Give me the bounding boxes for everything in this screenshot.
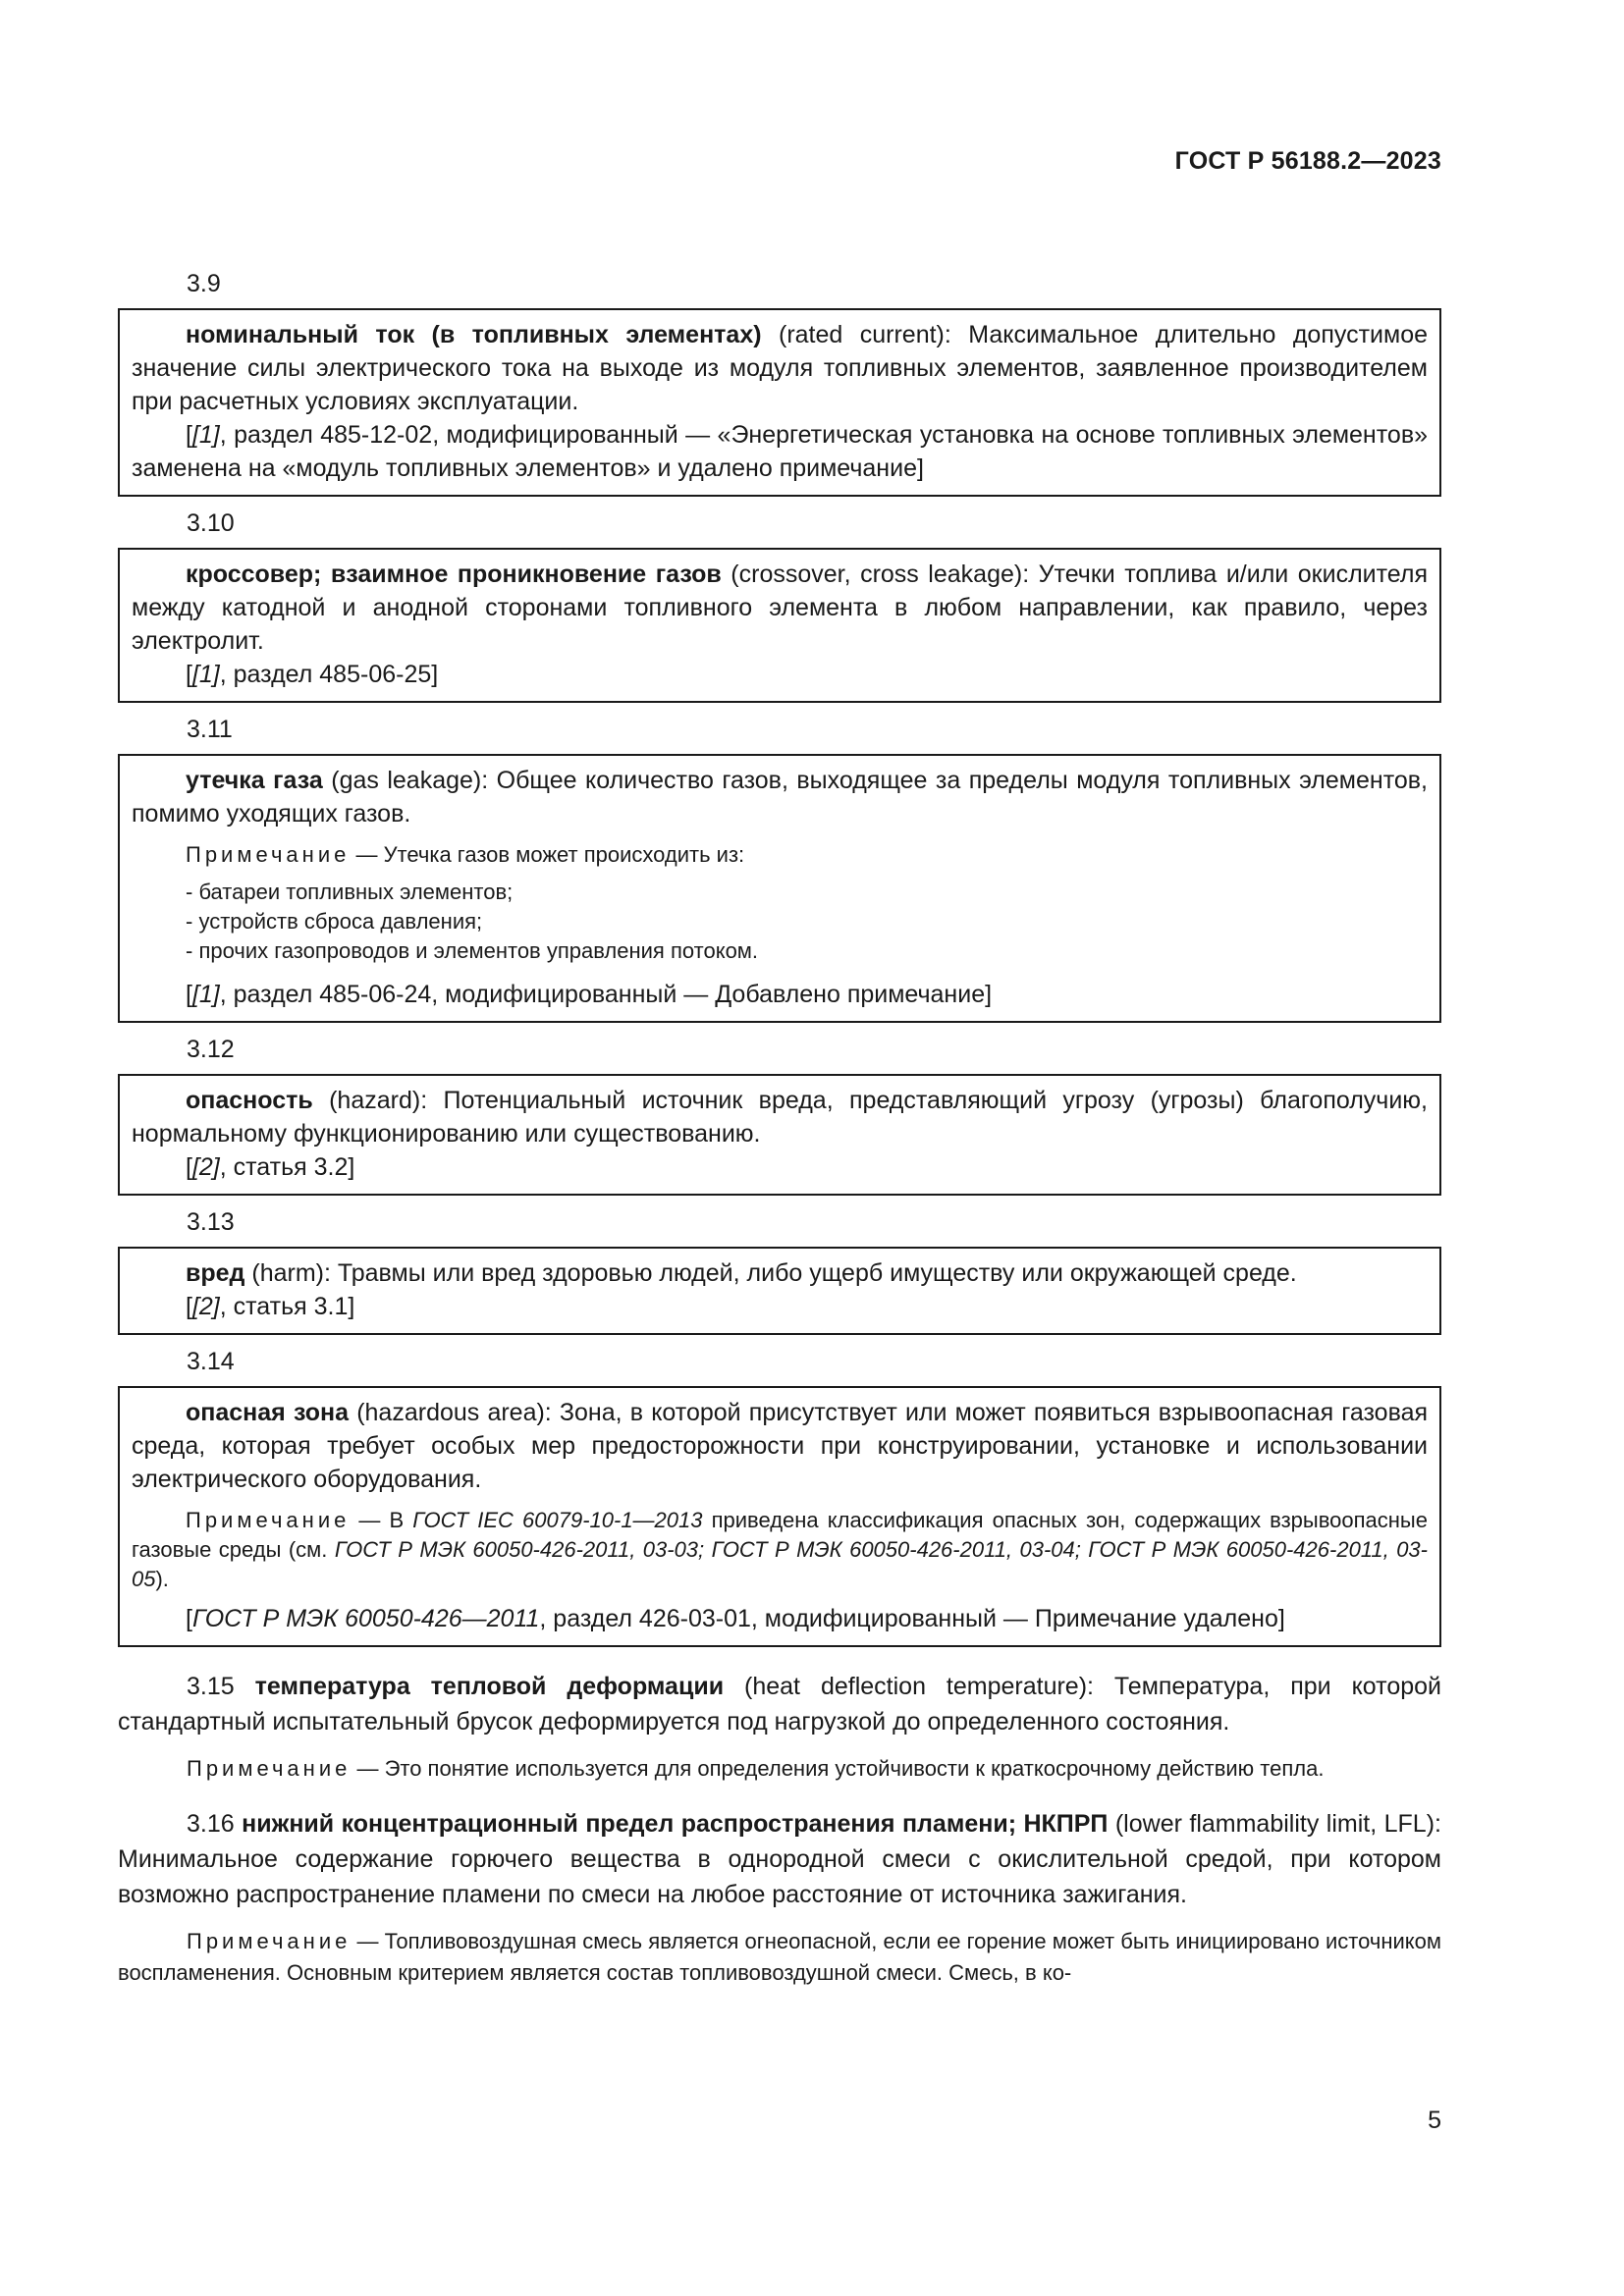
note-label: Примечание	[186, 1508, 351, 1532]
document-body	[118, 263, 1441, 2004]
term-number: 3.15	[187, 1673, 235, 1700]
term-definition-box	[118, 308, 1441, 497]
term-definition-box	[118, 1386, 1441, 1647]
term-source: [ГОСТ Р МЭК 60050-426—2011, раздел 426-03-01, модифицированный — Примечание удалено]	[186, 1605, 1285, 1632]
term-paragraph: 3.15 температура тепловой деформации (heat deflection temperature): Температура, при которой стандартный испытательный брусок деформируется под нагрузкой до определенного состояния.	[118, 1673, 1441, 1735]
note-label: Примечание	[186, 842, 351, 867]
note-label: Примечание	[187, 1756, 352, 1781]
term-source: [[1], раздел 485-12-02, модифицированный — «Энергетическая установка на основе топливных элементов» заменена на «модуль топливных элементов» и удалено примечание]	[132, 421, 1428, 482]
term-note: Примечание — Топливовоздушная смесь является огнеопасной, если ее горение может быть инициировано источником воспламенения. Основным критерием является состав топливовоздушной смеси. Смесь, в ко-	[118, 1929, 1441, 1985]
term-source: [[1], раздел 485-06-25]	[186, 661, 439, 688]
term-number: 3.14	[187, 1348, 235, 1375]
term-source: [[2], статья 3.1]	[186, 1293, 355, 1320]
document-header: ГОСТ Р 56188.2—2023	[1174, 147, 1441, 175]
note-label: Примечание	[187, 1929, 352, 1953]
term-definition-box	[118, 548, 1441, 703]
term-title: температура тепловой деформации	[254, 1673, 725, 1700]
term-number: 3.12	[187, 1036, 235, 1063]
page-number: 5	[1428, 2107, 1441, 2134]
term-definition-box	[118, 1074, 1441, 1196]
term-note: Примечание — В ГОСТ IEC 60079-10-1—2013 приведена классификация опасных зон, содержащих взрывоопасные газовые среды (см. ГОСТ Р МЭК 60050-426-2011, 03-03; ГОСТ Р МЭК 60050-426-2011, 03-04; ГОСТ Р МЭК 60050-426-2011, 03-05).	[132, 1508, 1428, 1591]
term-number: 3.9	[187, 270, 221, 297]
term-paragraph: 3.16 нижний концентрационный предел распространения пламени; НКПРП (lower flammability limit, LFL): Минимальное содержание горючего вещества в однородной смеси с окислительной средой, при котором возможно распространение пламени по смеси на любое расстояние от источника зажигания.	[118, 1810, 1441, 1908]
term-number: 3.10	[187, 509, 235, 537]
term-note: Примечание — Утечка газов может происходить из:	[186, 842, 745, 867]
term-definition: опасность (hazard): Потенциальный источник вреда, представляющий угрозу (угрозы) благополучию, нормальному функционированию или существованию.	[132, 1087, 1428, 1148]
term-number: 3.13	[187, 1208, 235, 1236]
term-title: нижний концентрационный предел распространения пламени; НКПРП	[242, 1810, 1109, 1838]
term-title: вред	[186, 1259, 245, 1287]
term-definition: кроссовер; взаимное проникновение газов (crossover, cross leakage): Утечки топлива и/или окислителя между катодной и анодной сторонами топливного элемента в любом направлении, как правило, через электролит.	[132, 561, 1428, 655]
term-number: 3.16	[187, 1810, 235, 1838]
term-title: утечка газа	[186, 767, 323, 794]
term-title: опасность	[186, 1087, 313, 1114]
term-source: [[1], раздел 485-06-24, модифицированный — Добавлено примечание]	[186, 981, 993, 1008]
note-list	[132, 878, 1428, 966]
term-source: [[2], статья 3.2]	[186, 1153, 355, 1181]
term-title: кроссовер; взаимное проникновение газов	[186, 561, 722, 588]
term-note: Примечание — Это понятие используется для определения устойчивости к краткосрочному действию тепла.	[187, 1756, 1325, 1781]
term-definition: опасная зона (hazardous area): Зона, в которой присутствует или может появиться взрывоопасная газовая среда, которая требует особых мер предосторожности при конструировании, установке и использовании электрического оборудования.	[132, 1399, 1429, 1493]
term-definition: утечка газа (gas leakage): Общее количество газов, выходящее за пределы модуля топливных элементов, помимо уходящих газов.	[132, 767, 1428, 828]
term-title: опасная зона	[186, 1399, 350, 1426]
list-item: - прочих газопроводов и элементов управления потоком.	[186, 936, 1428, 966]
term-definition: номинальный ток (в топливных элементах) (rated current): Максимальное длительно допустимое значение силы электрического тока на выходе из модуля топливных элементов, заявленное производителем при расчетных условиях эксплуатации.	[132, 321, 1428, 415]
list-item: - устройств сброса давления;	[186, 907, 1428, 936]
term-number: 3.11	[187, 716, 233, 743]
term-definition: вред (harm): Травмы или вред здоровью людей, либо ущерб имуществу или окружающей среде.	[186, 1259, 1297, 1287]
term-definition-box	[118, 1247, 1441, 1335]
term-definition-box	[118, 754, 1441, 1023]
list-item: - батареи топливных элементов;	[186, 878, 1428, 907]
term-title: номинальный ток (в топливных элементах)	[186, 321, 762, 348]
